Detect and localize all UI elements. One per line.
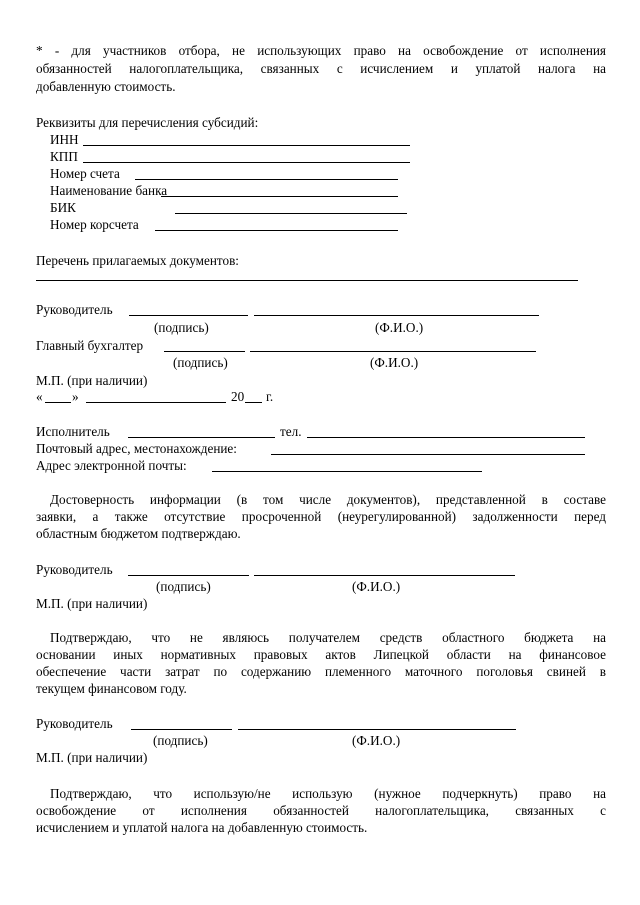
date-close-quote: » [72, 389, 79, 404]
head-signature-field[interactable] [131, 729, 232, 730]
head-fio-field[interactable] [254, 315, 539, 316]
corr-account-label: Номер корсчета [50, 217, 139, 232]
stamp-label: М.П. (при наличии) [36, 373, 148, 388]
confirm-line: текущем финансовом году. [36, 681, 187, 696]
requisites-heading: Реквизиты для перечисления субсидий: [36, 115, 259, 130]
confirm-line: Подтверждаю, что использую/не использую (нужное подчеркнуть) право на [50, 786, 606, 801]
stamp-label: М.П. (при наличии) [36, 596, 148, 611]
confirm-line: заявки, а также отсутствие просроченной (неурегулированной) задолженности перед [36, 509, 606, 524]
head-label: Руководитель [36, 302, 113, 317]
signature-caption: (подпись) [153, 733, 208, 748]
head-label: Руководитель [36, 562, 113, 577]
email-label: Адрес электронной почты: [36, 458, 187, 473]
phone-field[interactable] [307, 437, 585, 438]
confirm-line: областным бюджетом подтверждаю. [36, 526, 241, 541]
inn-field[interactable] [83, 145, 410, 146]
confirm-line: Подтверждаю, что не являюсь получателем средств областного бюджета на [50, 630, 606, 645]
fio-caption: (Ф.И.О.) [370, 355, 419, 370]
date-day-field[interactable] [45, 402, 71, 403]
confirm-line: Достоверность информации (в том числе документов), представленной в составе [50, 492, 606, 507]
footnote-line: * - для участников отбора, не использующих право на освобождение от исполнения [36, 43, 606, 58]
kpp-field[interactable] [83, 162, 410, 163]
date-open-quote: « [36, 389, 43, 404]
signature-caption: (подпись) [156, 579, 211, 594]
documents-heading: Перечень прилагаемых документов: [36, 253, 239, 268]
confirm-line: основании иных нормативных правовых актов Липецкой области на финансовое [36, 647, 606, 662]
head-signature-field[interactable] [128, 575, 249, 576]
confirm-line: освобождение от исполнения обязанностей налогоплательщика, связанных с [36, 803, 606, 818]
head-fio-field[interactable] [254, 575, 515, 576]
signature-caption: (подпись) [154, 320, 209, 335]
fio-caption: (Ф.И.О.) [352, 733, 401, 748]
date-year-suffix: г. [266, 389, 274, 404]
accountant-label: Главный бухгалтер [36, 338, 144, 353]
accountant-fio-field[interactable] [250, 351, 536, 352]
phone-label: тел. [280, 424, 302, 439]
postal-label: Почтовый адрес, местонахождение: [36, 441, 237, 456]
documents-field[interactable] [36, 280, 578, 281]
date-year-prefix: 20 [231, 389, 245, 404]
kpp-label: КПП [50, 149, 78, 164]
accountant-signature-field[interactable] [164, 351, 245, 352]
bik-field[interactable] [175, 213, 407, 214]
inn-label: ИНН [50, 132, 79, 147]
email-field[interactable] [212, 471, 482, 472]
head-signature-field[interactable] [129, 315, 248, 316]
head-fio-field[interactable] [238, 729, 516, 730]
bik-label: БИК [50, 200, 76, 215]
footnote-line: добавленную стоимость. [36, 79, 176, 94]
signature-caption: (подпись) [173, 355, 228, 370]
executor-field[interactable] [128, 437, 275, 438]
fio-caption: (Ф.И.О.) [375, 320, 424, 335]
stamp-label: М.П. (при наличии) [36, 750, 148, 765]
bank-label: Наименование банка [50, 183, 168, 198]
account-field[interactable] [135, 179, 398, 180]
date-month-field[interactable] [86, 402, 226, 403]
corr-account-field[interactable] [155, 230, 398, 231]
confirm-line: исчислением и уплатой налога на добавленную стоимость. [36, 820, 368, 835]
account-label: Номер счета [50, 166, 120, 181]
footnote-line: обязанностей налогоплательщика, связанных с исчислением и уплатой налога на [36, 61, 606, 76]
date-year-field[interactable] [245, 402, 262, 403]
bank-field[interactable] [161, 196, 398, 197]
fio-caption: (Ф.И.О.) [352, 579, 401, 594]
executor-label: Исполнитель [36, 424, 110, 439]
postal-field[interactable] [271, 454, 585, 455]
head-label: Руководитель [36, 716, 113, 731]
confirm-line: обеспечение части затрат по содержанию племенного маточного поголовья свиней в [36, 664, 606, 679]
